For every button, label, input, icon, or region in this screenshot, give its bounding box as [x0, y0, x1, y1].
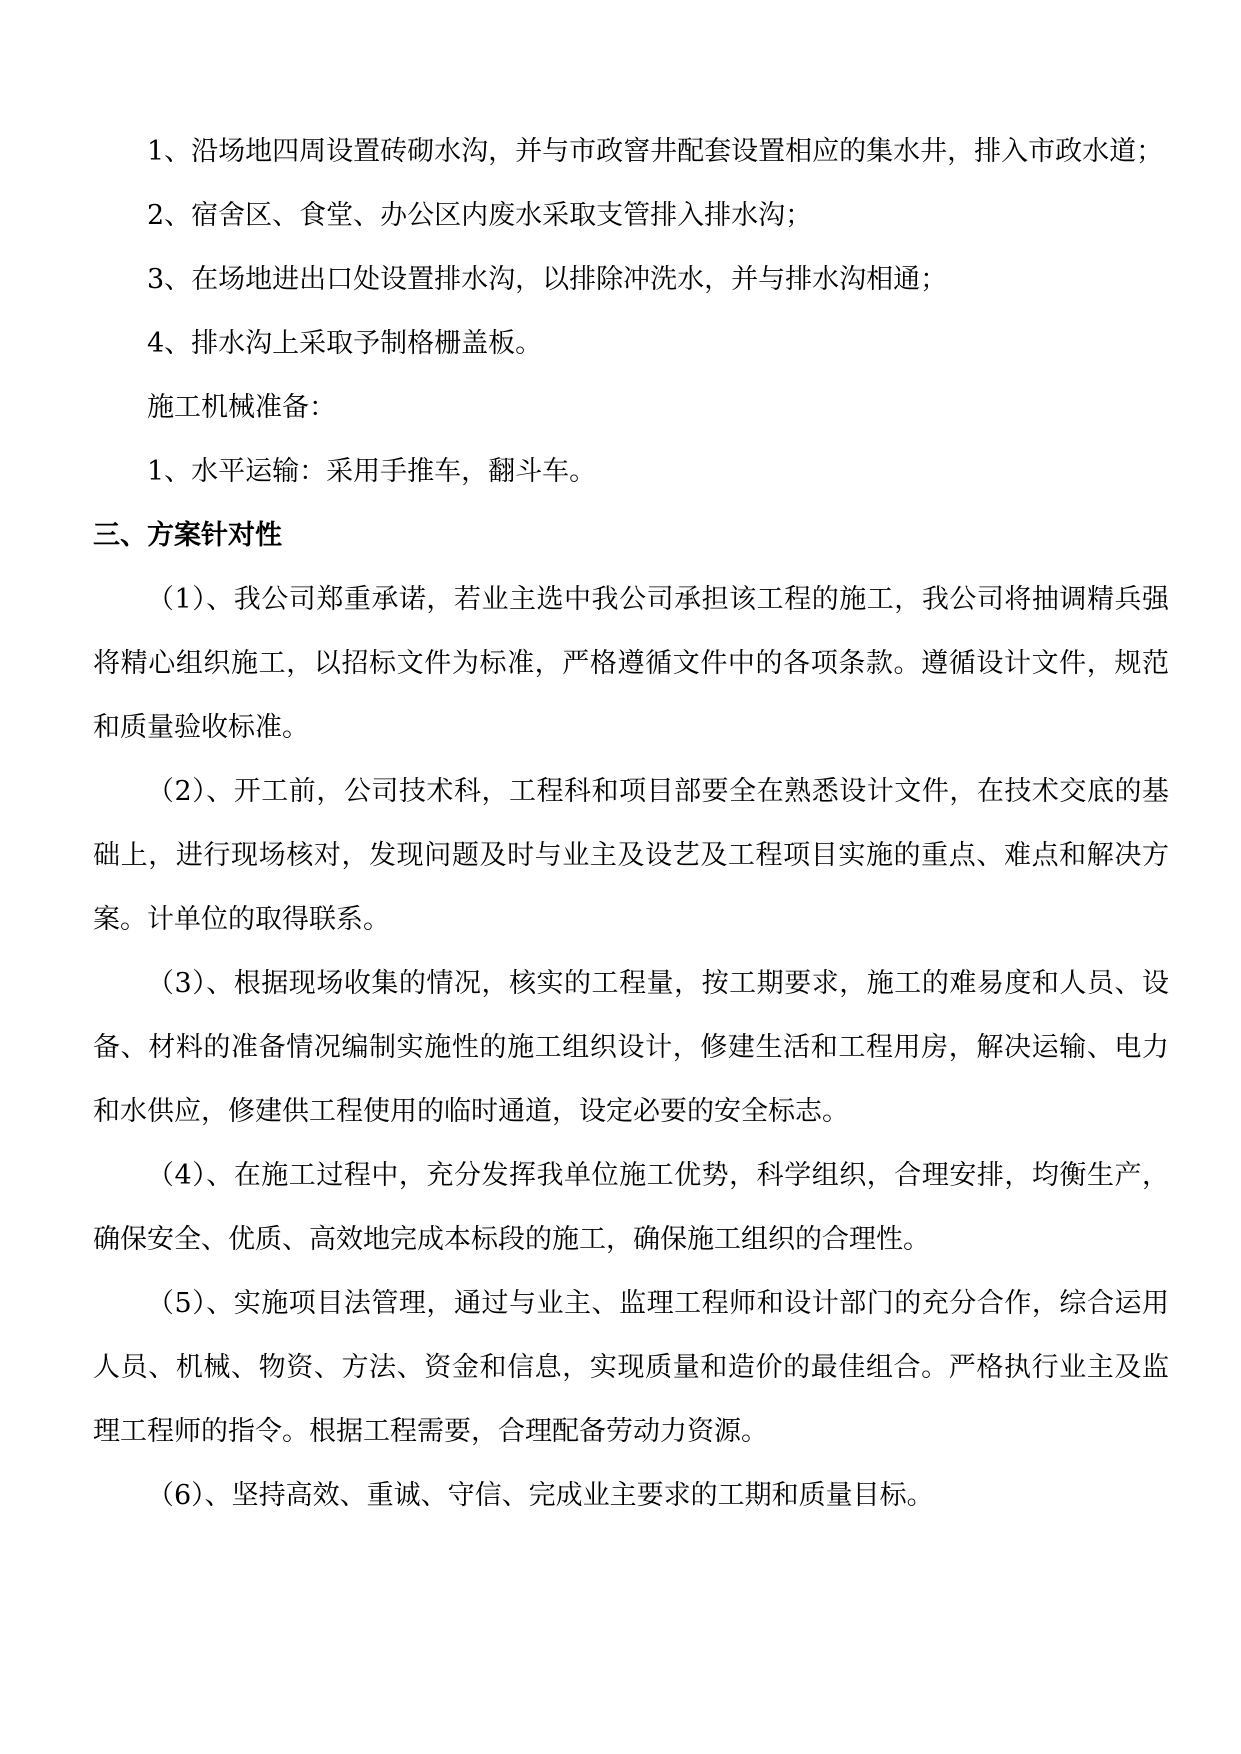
section-3-paragraph-1: （1）、我公司郑重承诺，若业主选中我公司承担该工程的施工，我公司将抽调精兵强将精心组织施工，以招标文件为标准，严格遵循文件中的各项条款。遵循设计文件，规范和质量验收标准。 [93, 584, 1169, 743]
drainage-item-3: 3、在场地进出口处设置排水沟，以排除冲洗水，并与排水沟相通； [147, 264, 948, 295]
machinery-item-1: 1、水平运输：采用手推车，翻斗车。 [147, 456, 597, 487]
drainage-item-2: 2、宿舍区、食堂、办公区内废水采取支管排入排水沟； [147, 200, 813, 231]
section-3-paragraph-3: （3）、根据现场收集的情况，核实的工程量，按工期要求，施工的难易度和人员、设备、材料的准备情况编制实施性的施工组织设计，修建生活和工程用房，解决运输、电力和水供应，修建供工程使用的临时通道，设定必要的安全标志。 [93, 968, 1169, 1127]
section-3-paragraph-2: （2）、开工前，公司技术科，工程科和项目部要全在熟悉设计文件，在技术交底的基础上，进行现场核对，发现问题及时与业主及设艺及工程项目实施的重点、难点和解决方案。计单位的取得联系。 [93, 776, 1169, 935]
section-3-paragraph-5: （5）、实施项目法管理，通过与业主、监理工程师和设计部门的充分合作，综合运用人员、机械、物资、方法、资金和信息，实现质量和造价的最佳组合。严格执行业主及监理工程师的指令。根据工程需要，合理配备劳动力资源。 [93, 1288, 1169, 1447]
document-page [93, 120, 1169, 1528]
section-3-paragraph-6: （6）、坚持高效、重诚、守信、完成业主要求的工期和质量目标。 [147, 1480, 934, 1511]
drainage-item-1: 1、沿场地四周设置砖砌水沟，并与市政窨井配套设置相应的集水井，排入市政水道； [147, 136, 1164, 167]
section-3-title: 三、方案针对性 [93, 520, 282, 551]
section-3-paragraph-4: （4）、在施工过程中，充分发挥我单位施工优势，科学组织，合理安排，均衡生产，确保安全、优质、高效地完成本标段的施工，确保施工组织的合理性。 [93, 1160, 1169, 1255]
drainage-item-4: 4、排水沟上采取予制格栅盖板。 [147, 328, 543, 359]
machinery-heading: 施工机械准备： [147, 392, 336, 423]
